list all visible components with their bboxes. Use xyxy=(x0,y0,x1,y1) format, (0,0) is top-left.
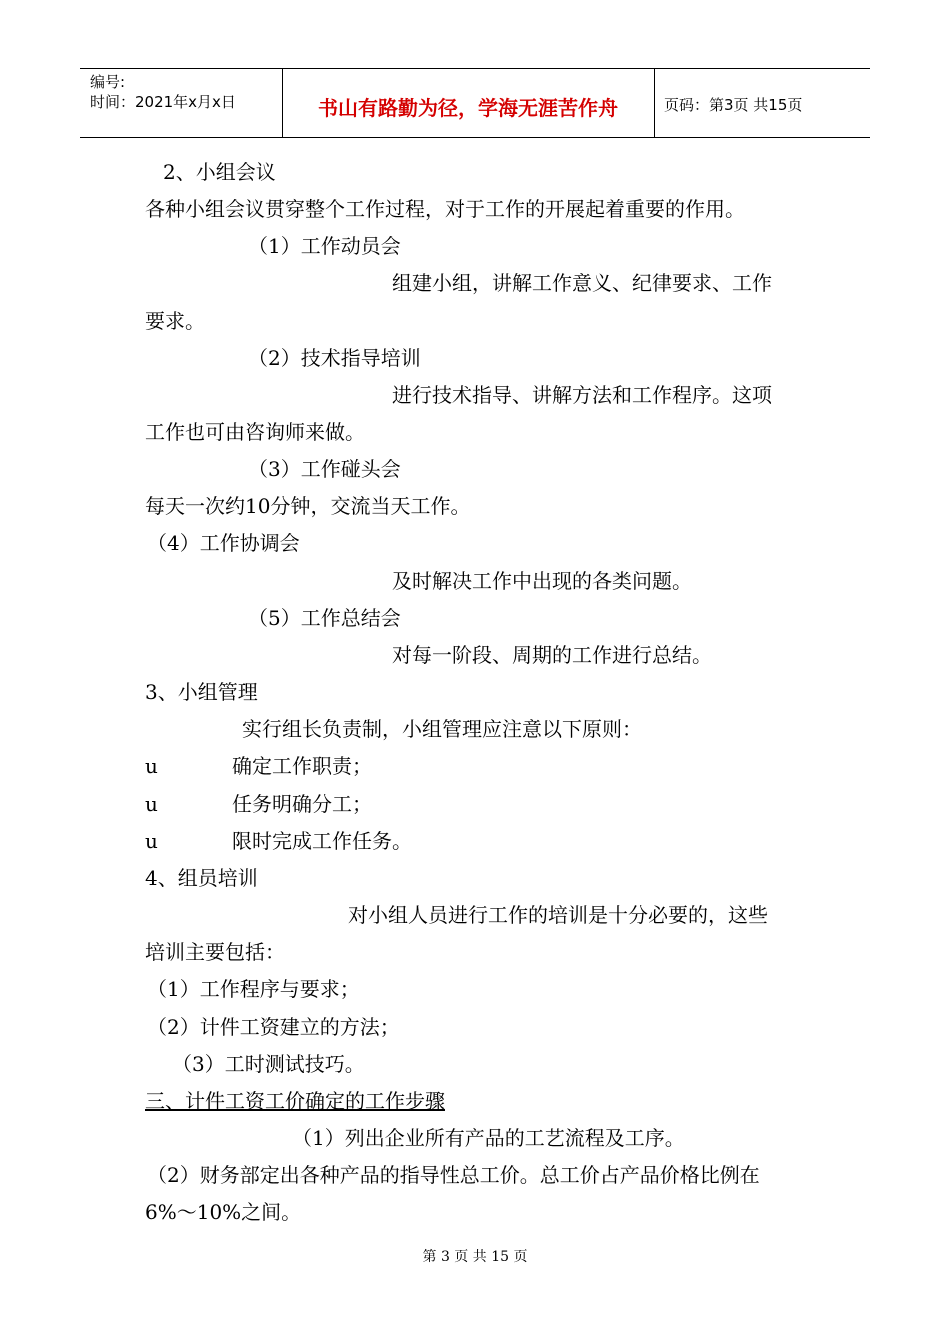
paragraph-line: 各种小组会议贯穿整个工作过程，对于工作的开展起着重要的作用。 xyxy=(145,197,745,221)
bullet-text: 限时完成工作任务。 xyxy=(232,829,412,853)
subheading: （1）工作动员会 xyxy=(248,234,401,258)
subheading: （2）技术指导培训 xyxy=(248,346,421,370)
page-footer: 第 3 页 共 15 页 xyxy=(422,1249,528,1265)
document-header xyxy=(80,68,870,138)
paragraph-line: 及时解决工作中出现的各类问题。 xyxy=(392,569,692,593)
subheading: （4）工作协调会 xyxy=(147,531,300,555)
paragraph-line: 6%～10%之间。 xyxy=(145,1200,302,1224)
subheading: （5）工作总结会 xyxy=(248,606,401,630)
paragraph-line: 对小组人员进行工作的培训是十分必要的，这些 xyxy=(348,903,768,927)
document-time-label: 时间：2021年x月x日 xyxy=(90,93,236,111)
bullet-text: 任务明确分工； xyxy=(232,792,372,816)
bullet-marker: u xyxy=(145,829,158,853)
bullet-marker: u xyxy=(145,754,158,778)
paragraph-line: 每天一次约10分钟，交流当天工作。 xyxy=(145,494,471,518)
document-number-label: 编号: xyxy=(90,73,126,91)
paragraph-line: 培训主要包括： xyxy=(145,940,285,964)
subheading: （3）工作碰头会 xyxy=(248,457,401,481)
bullet-text: 确定工作职责； xyxy=(232,754,372,778)
paragraph-line: 进行技术指导、讲解方法和工作程序。这项 xyxy=(392,383,772,407)
section-heading: 3、小组管理 xyxy=(145,680,258,704)
list-item: （1）工作程序与要求； xyxy=(147,977,360,1001)
paragraph-line: 对每一阶段、周期的工作进行总结。 xyxy=(392,643,712,667)
paragraph-line: 要求。 xyxy=(145,309,205,333)
paragraph-line: 工作也可由咨询师来做。 xyxy=(145,420,365,444)
list-item: （2）计件工资建立的方法； xyxy=(147,1015,400,1039)
section-heading: 4、组员培训 xyxy=(145,866,258,890)
header-page-cell xyxy=(654,69,870,137)
list-item: （3）工时测试技巧。 xyxy=(172,1052,365,1076)
header-motto-cell xyxy=(282,69,655,137)
chapter-heading: 三、计件工资工价确定的工作步骤 xyxy=(145,1089,445,1113)
header-info-cell xyxy=(80,69,283,137)
bullet-marker: u xyxy=(145,792,158,816)
list-item: （1）列出企业所有产品的工艺流程及工序。 xyxy=(292,1126,685,1150)
section-heading: 2、小组会议 xyxy=(163,160,276,184)
paragraph-line: 组建小组，讲解工作意义、纪律要求、工作 xyxy=(392,271,772,295)
header-motto: 书山有路勤为径，学海无涯苦作舟 xyxy=(318,96,618,120)
header-page-code: 页码：第3页 共15页 xyxy=(664,96,803,114)
paragraph-line: 实行组长负责制，小组管理应注意以下原则： xyxy=(242,717,642,741)
list-item: （2）财务部定出各种产品的指导性总工价。总工价占产品价格比例在 xyxy=(147,1163,760,1187)
